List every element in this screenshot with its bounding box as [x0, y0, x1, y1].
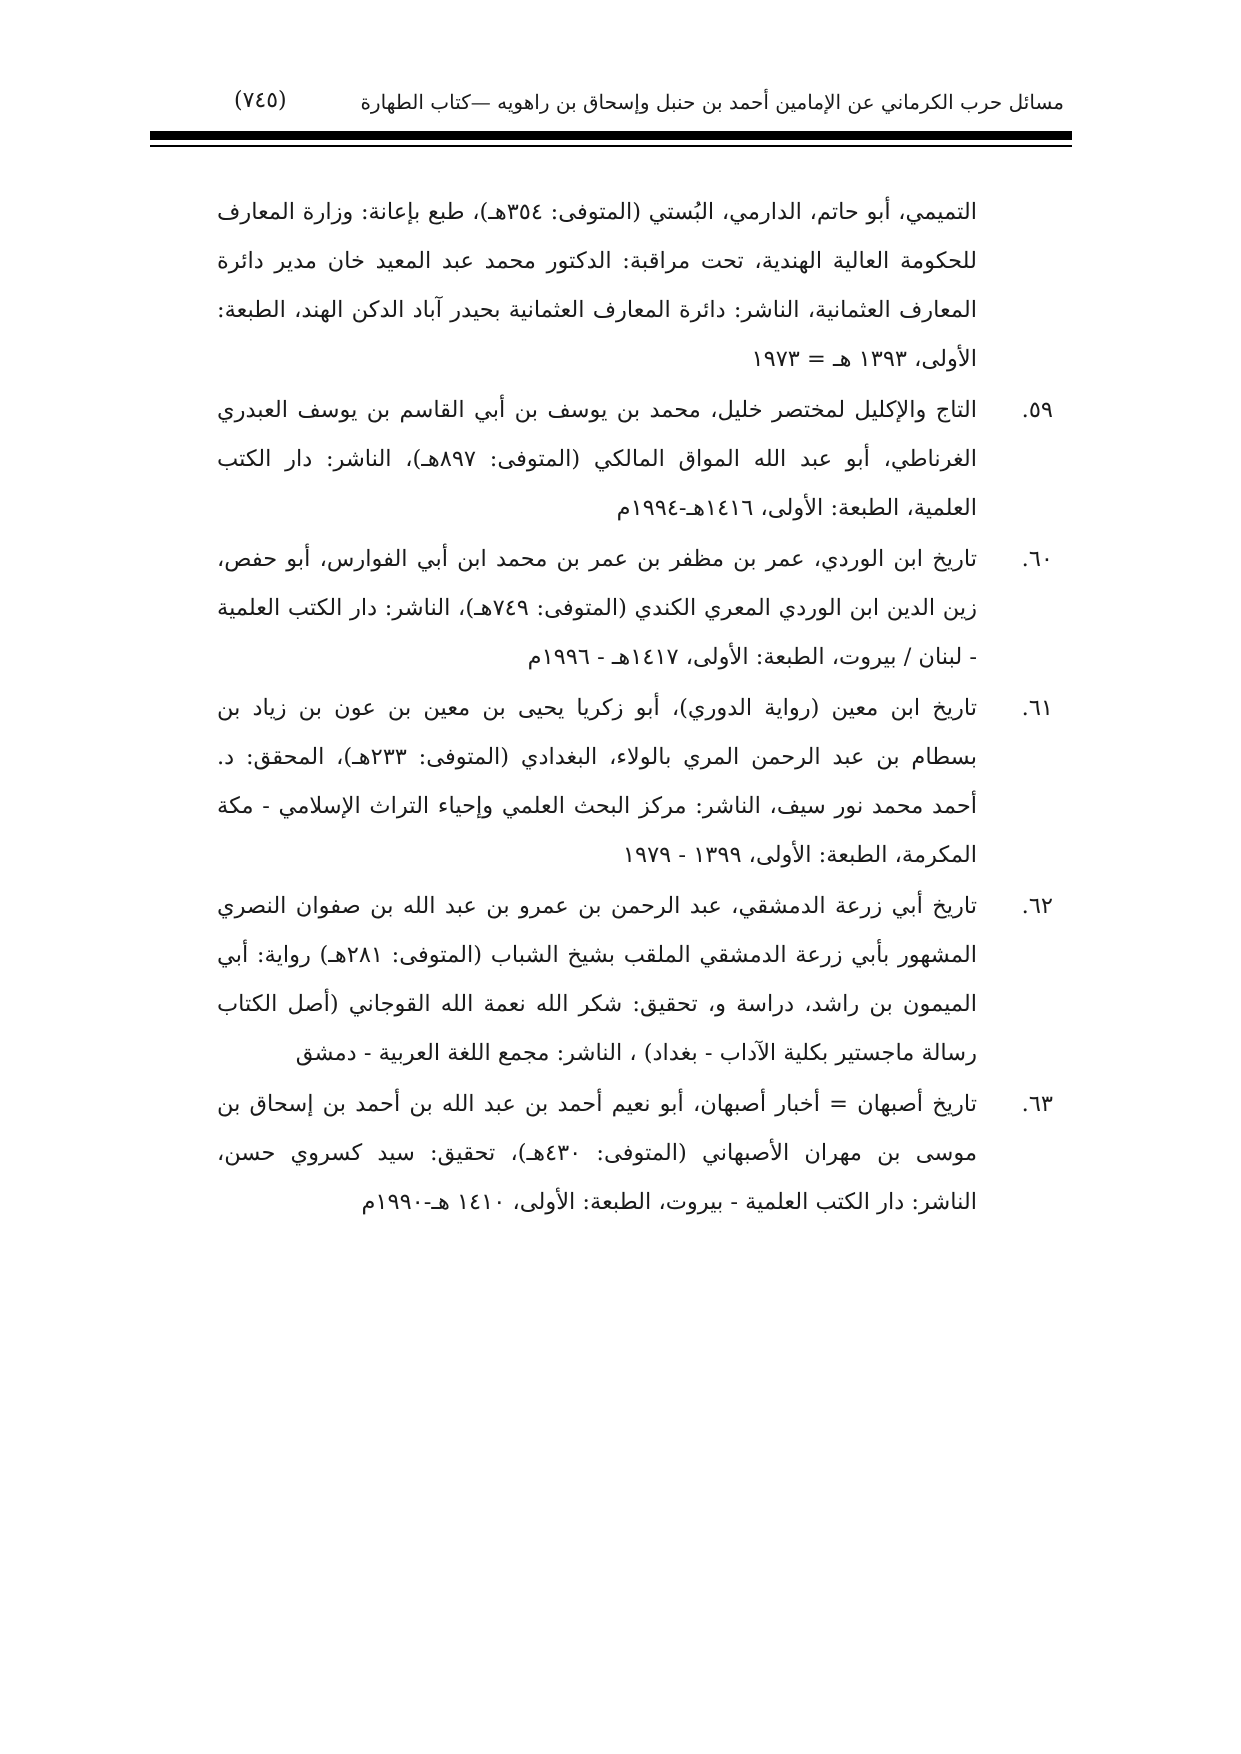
bibliography-entry: [217, 1080, 1053, 1227]
entry-number: ٦٠.: [1021, 546, 1053, 572]
entry-text: التاج والإكليل لمختصر خليل، محمد بن يوسف بن أبي القاسم بن يوسف العبدري الغرناطي، أبو عبد الله المواق المالكي (المتوفى: ٨٩٧هـ)، الناشر: دار الكتب العلمية، الطبعة: الأولى، ١٤١٦هـ-١٩٩٤م: [217, 397, 978, 521]
running-header: [150, 86, 1070, 126]
header-rule-thin: [150, 145, 1072, 147]
entry-number: ٦٢.: [1021, 893, 1053, 919]
bibliography-list: [217, 188, 1053, 1227]
entry-text: تاريخ ابن الوردي، عمر بن مظفر بن عمر بن محمد ابن أبي الفوارس، أبو حفص، زين الدين ابن الوردي المعري الكندي (المتوفى: ٧٤٩هـ)، الناشر: دار الكتب العلمية - لبنان / بيروت، الطبعة: الأولى، ١٤١٧هـ - ١٩٩٦م: [217, 546, 977, 670]
entry-text: تاريخ أبي زرعة الدمشقي، عبد الرحمن بن عمرو بن عبد الله بن صفوان النصري المشهور بأبي زرعة الدمشقي الملقب بشيخ الشباب (المتوفى: ٢٨١هـ) رواية: أبي الميمون بن راشد، دراسة و، تحقيق: شكر الله نعمة الله القوجاني (أصل الكتاب رسالة ماجستير بكلية الآداب - بغداد) ، الناشر: مجمع اللغة العربية - دمشق: [217, 893, 977, 1066]
header-rule-thick: [150, 131, 1072, 140]
entry-number: ٥٩.: [1021, 397, 1053, 423]
entry-number: ٦١.: [1021, 695, 1053, 721]
bibliography-entry: [217, 882, 1053, 1078]
header-title: مسائل حرب الكرماني عن الإمامين أحمد بن حنبل وإسحاق بن راهويه —كتاب الطهارة: [360, 90, 1064, 114]
page-number: (٧٤٥): [234, 88, 287, 113]
bibliography-entry: [217, 535, 1053, 682]
entry-text: تاريخ أصبهان = أخبار أصبهان، أبو نعيم أحمد بن عبد الله بن أحمد بن إسحاق بن موسى بن مهران الأصبهاني (المتوفى: ٤٣٠هـ)، تحقيق: سيد كسروي حسن، الناشر: دار الكتب العلمية - بيروت، الطبعة: الأولى، ١٤١٠ هـ-١٩٩٠م: [217, 1091, 977, 1215]
entry-text: تاريخ ابن معين (رواية الدوري)، أبو زكريا يحيى بن معين بن عون بن زياد بن بسطام بن عبد الرحمن المري بالولاء، البغدادي (المتوفى: ٢٣٣هـ)، المحقق: د. أحمد محمد نور سيف، الناشر: مركز البحث العلمي وإحياء التراث الإسلامي - مكة المكرمة، الطبعة: الأولى، ١٣٩٩ - ١٩٧٩: [217, 695, 978, 868]
entry-number: ٦٣.: [1021, 1091, 1053, 1117]
bibliography-entry: [217, 684, 1053, 880]
bibliography-entry: [217, 386, 1053, 533]
continuation-paragraph: التميمي، أبو حاتم، الدارمي، البُستي (المتوفى: ٣٥٤هـ)، طبع بإعانة: وزارة المعارف للحكومة العالية الهندية، تحت مراقبة: الدكتور محمد عبد المعيد خان مدير دائرة المعارف العثمانية، الناشر: دائرة المعارف العثمانية بحيدر آباد الدكن الهند، الطبعة: الأولى، ١٣٩٣ هـ = ١٩٧٣: [217, 199, 977, 372]
